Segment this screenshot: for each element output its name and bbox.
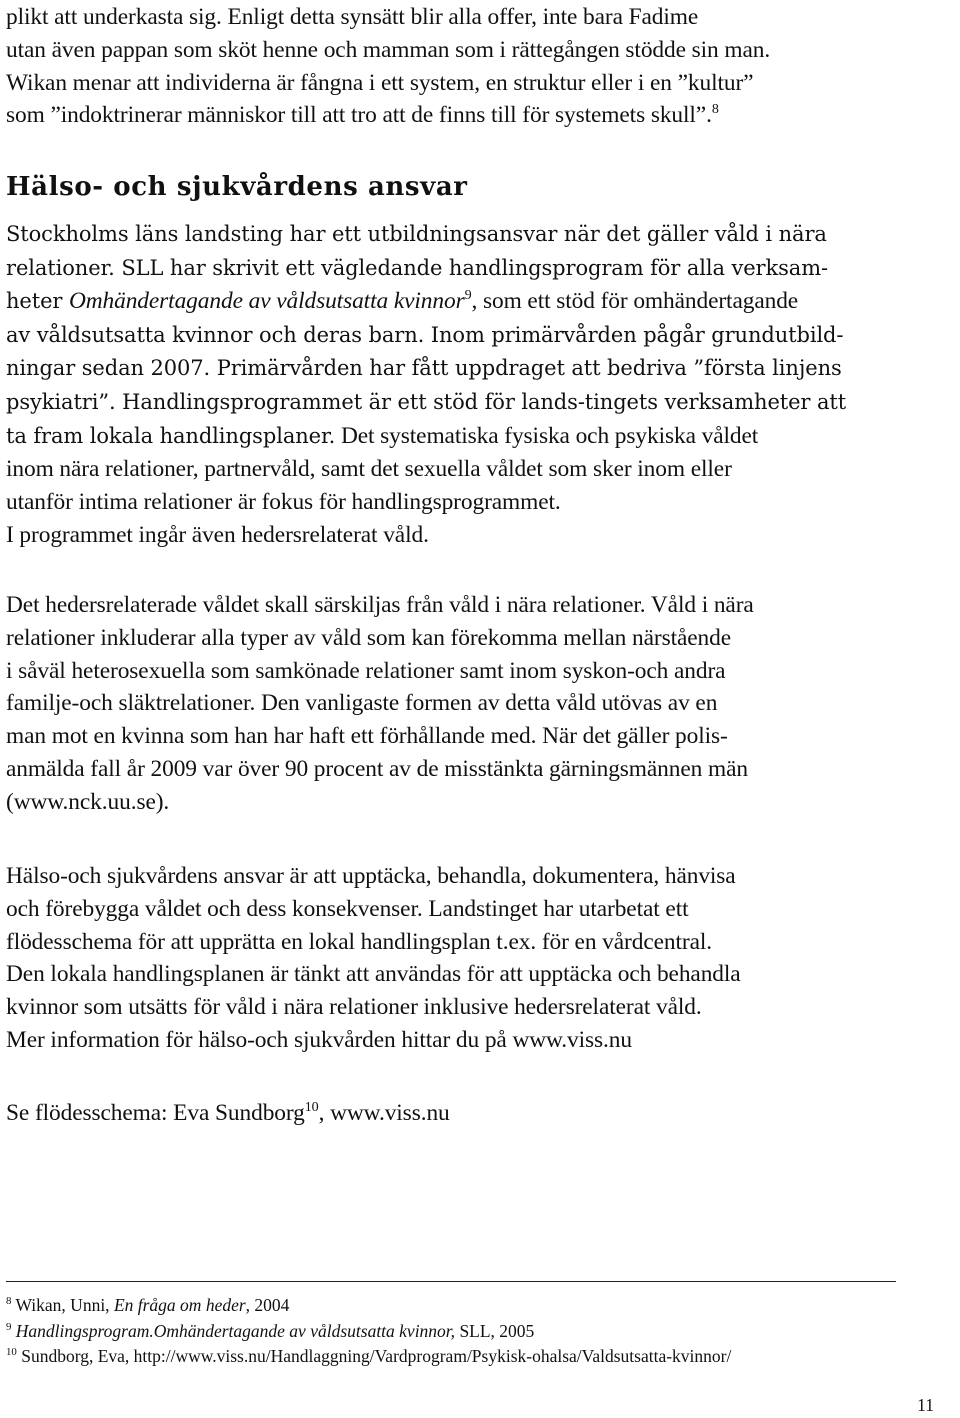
intro-paragraph: [6, 1, 906, 132]
text-segment: ningar sedan 2007.: [6, 356, 211, 381]
text-segment: SLL har skrivit ett vägledande handlingsprogram för alla verksam-: [114, 255, 829, 280]
footnote-title: Handlingsprogram.Omhändertagande av våldsutsatta kvinnor,: [15, 1320, 456, 1341]
text-segment: relationer.: [6, 255, 115, 280]
footnote-number: 8: [6, 1295, 12, 1308]
text-line: [6, 1097, 906, 1130]
text-line: anmälda fall år 2009 var över 90 procent av de misstänkta gärningsmännen män: [6, 755, 748, 782]
text-line: [6, 352, 906, 386]
text-segment: , som ett stöd för omhändertagande: [471, 288, 799, 315]
footnote-text: Wikan, Unni,: [15, 1295, 114, 1315]
text-segment: Handlingsprogrammet är ett stöd för lands-tingets verksamheter att: [115, 389, 847, 414]
text-segment: Inom primärvården pågår grundutbild-: [424, 322, 844, 347]
footnote-title: En fråga om heder: [113, 1295, 246, 1315]
healthcare-responsibility-paragraph: [6, 860, 906, 1057]
text-line: [6, 252, 906, 286]
program-title: Omhändertagande av våldsutsatta kvinnor: [68, 288, 465, 315]
footnotes: [6, 1293, 731, 1370]
footnote-8: [6, 1293, 731, 1319]
text-line: I programmet ingår även hedersrelaterat våld.: [6, 521, 429, 548]
text-segment: heter: [6, 289, 69, 314]
text-line: [6, 99, 906, 132]
footnote-divider: [6, 1281, 896, 1282]
text-line: [6, 386, 906, 420]
text-line: utanför intima relationer är fokus för handlingsprogrammet.: [6, 488, 561, 515]
text-line: och förebygga våldet och dess konsekvenser. Landstinget har utarbetat ett: [6, 895, 689, 922]
text-segment: Det systematiska fysiska och psykiska våldet: [335, 422, 759, 449]
text-line: familje-och släktrelationer. Den vanligaste formen av detta våld utövas av en: [6, 690, 718, 717]
text-segment: Se flödesschema: Eva Sundborg: [6, 1100, 305, 1126]
text-line: inom nära relationer, partnervåld, samt det sexuella våldet som sker inom eller: [6, 456, 732, 483]
text-line: i såväl heterosexuella som samkönade relationer samt inom syskon-och andra: [6, 657, 726, 684]
text-segment: som ”indoktrinerar människor till att tro att de finns till för systemets skull”.: [6, 102, 712, 129]
text-line: flödesschema för att upprätta en lokal handlingsplan t.ex. för en vårdcentral.: [6, 928, 713, 955]
footnote-ref-8: 8: [711, 101, 719, 118]
text-line: kvinnor som utsätts för våld i nära relationer inklusive hedersrelaterat våld.: [6, 994, 702, 1021]
text-line: utan även pappan som sköt henne och mamman som i rättegången stödde sin man.: [6, 36, 771, 63]
text-segment: Primärvården har fått uppdraget att bedriva ”första linjens: [210, 356, 842, 381]
text-segment: av våldsutsatta kvinnor och deras barn.: [6, 322, 425, 347]
footnote-9: [6, 1319, 731, 1345]
responsibility-paragraph: [6, 218, 906, 552]
footnote-number: 10: [6, 1346, 17, 1359]
text-line: [6, 319, 906, 353]
footnote-text: , 2004: [245, 1295, 290, 1315]
text-line: relationer inkluderar alla typer av våld som kan förekomma mellan närstående: [6, 624, 732, 651]
flowchart-reference: [6, 1097, 906, 1130]
text-line: Mer information för hälso-och sjukvården hittar du på www.viss.nu: [6, 1026, 632, 1053]
footnote-text: Sundborg, Eva, http://www.viss.nu/Handlaggning/Vardprogram/Psykisk-ohalsa/Valdsutsatta-kvinnor/: [21, 1346, 732, 1366]
text-line: Den lokala handlingsplanen är tänkt att användas för att upptäcka och behandla: [6, 961, 741, 988]
text-line: (www.nck.uu.se).: [6, 788, 170, 815]
footnote-number: 9: [6, 1320, 12, 1333]
page-number: 11: [917, 1395, 934, 1415]
text-line: man mot en kvinna som han har haft ett förhållande med. När det gäller polis-: [6, 723, 728, 750]
text-line: plikt att underkasta sig. Enligt detta synsätt blir alla offer, inte bara Fadime: [6, 4, 699, 30]
footnote-text: SLL, 2005: [455, 1320, 535, 1341]
honor-violence-paragraph: [6, 589, 906, 819]
text-line: Det hedersrelaterade våldet skall särskiljas från våld i nära relationer. Våld i nära: [6, 592, 754, 618]
footnote-10: [6, 1344, 731, 1370]
text-line: [6, 285, 906, 319]
text-line: Wikan menar att individerna är fångna i ett system, en struktur eller i en ”kultur”: [6, 69, 754, 96]
text-segment: psykiatri”.: [6, 389, 116, 414]
footnote-ref-9: 9: [464, 287, 472, 304]
text-line: [6, 420, 906, 454]
section-heading: Hälso- och sjukvårdens ansvar: [6, 172, 468, 202]
text-segment: ta fram lokala handlingsplaner.: [6, 423, 336, 448]
text-segment: , www.viss.nu: [318, 1100, 450, 1126]
text-line: Stockholms läns landsting har ett utbildningsansvar när det gäller våld i nära: [6, 222, 827, 246]
text-line: Hälso-och sjukvårdens ansvar är att upptäcka, behandla, dokumentera, hänvisa: [6, 863, 736, 889]
footnote-ref-10: 10: [304, 1099, 319, 1116]
